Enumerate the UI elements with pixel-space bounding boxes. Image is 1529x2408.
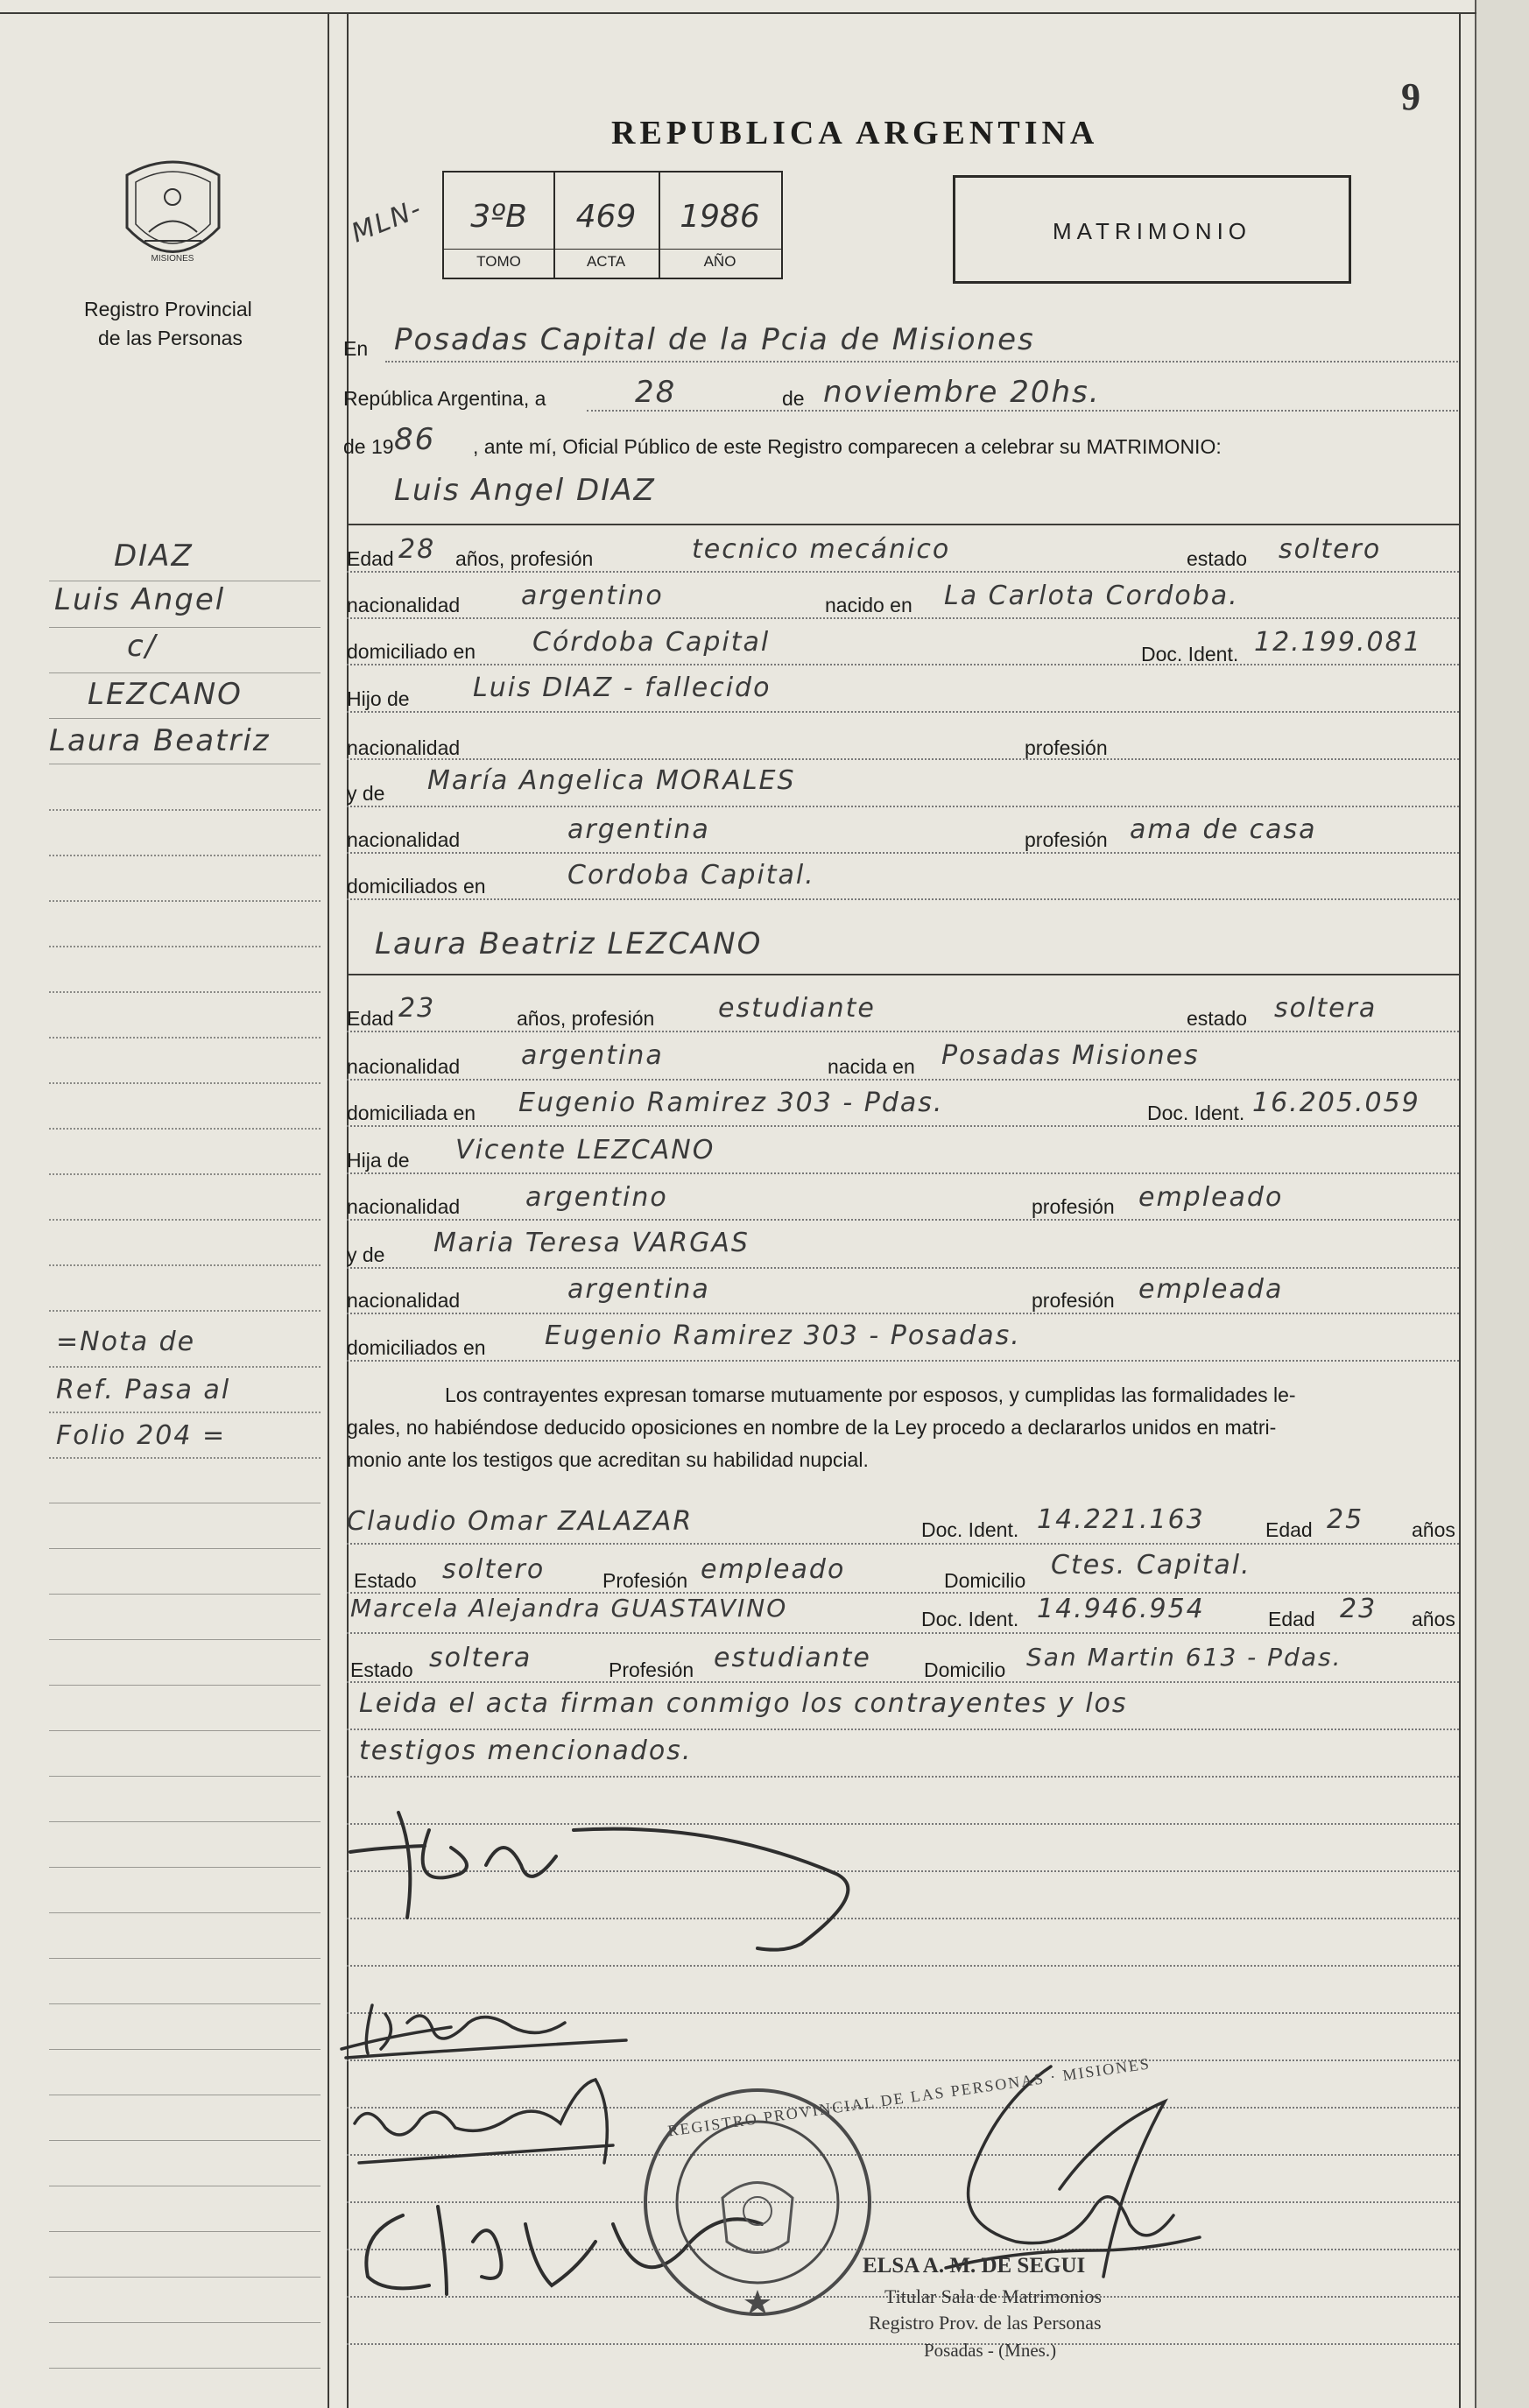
bride-estado: soltera bbox=[1274, 993, 1378, 1024]
bride-nac-label: nacionalidad bbox=[347, 1055, 461, 1078]
dotline bbox=[347, 1219, 1459, 1221]
bride-doc-label: Doc. Ident. bbox=[1147, 1102, 1245, 1124]
margin-name-surname: DIAZ bbox=[114, 539, 194, 574]
groom-doc: 12.199.081 bbox=[1254, 627, 1422, 658]
groom-doc-label: Doc. Ident. bbox=[1141, 643, 1239, 665]
ano-value: 1986 bbox=[680, 199, 760, 235]
witness1-domicilio: Ctes. Capital. bbox=[1051, 1550, 1251, 1581]
svg-text:MISIONES: MISIONES bbox=[151, 254, 194, 264]
margin-con: c/ bbox=[127, 629, 158, 664]
groom-madre-nacionalidad: argentina bbox=[567, 814, 710, 845]
bride-padres-domicilio: Eugenio Ramirez 303 - Posadas. bbox=[545, 1320, 1021, 1351]
bride-estado-label: estado bbox=[1187, 1007, 1248, 1030]
bride-madre-nacionalidad: argentina bbox=[567, 1274, 710, 1305]
dotline bbox=[347, 1125, 1459, 1127]
groom-name-rule bbox=[347, 524, 1459, 525]
bride-nacionalidad: argentina bbox=[521, 1040, 664, 1071]
bride-padre: Vicente LEZCANO bbox=[455, 1135, 715, 1165]
witness1-estado-label: Estado bbox=[354, 1569, 417, 1592]
dotline bbox=[347, 806, 1459, 807]
groom-doms-label: domiciliados en bbox=[347, 875, 486, 898]
witness1-doc-label: Doc. Ident. bbox=[921, 1518, 1019, 1541]
witness2-anos-label: años bbox=[1412, 1608, 1455, 1630]
en-label: En bbox=[343, 337, 369, 360]
page-number: 9 bbox=[1401, 75, 1420, 118]
dotline bbox=[347, 1079, 1459, 1081]
de-label: de bbox=[782, 387, 805, 410]
bride-name: Laura Beatriz LEZCANO bbox=[375, 926, 763, 961]
margin-note-line2: Ref. Pasa al bbox=[56, 1375, 231, 1405]
witness1-prof-label: Profesión bbox=[602, 1569, 688, 1592]
ano-label: AÑO bbox=[659, 249, 781, 271]
bride-padre-nacionalidad: argentino bbox=[525, 1182, 668, 1213]
margin-bride-given: Laura Beatriz bbox=[49, 723, 271, 758]
groom-estado: soltero bbox=[1279, 534, 1382, 565]
record-type-box bbox=[953, 175, 1351, 284]
bride-madre-nac-label: nacionalidad bbox=[347, 1289, 461, 1312]
groom-hijo-label: Hijo de bbox=[347, 687, 410, 710]
witness2-estado: soltera bbox=[429, 1643, 532, 1673]
witness1-profesion: empleado bbox=[701, 1554, 846, 1585]
witness1-estado: soltero bbox=[442, 1554, 546, 1585]
officer-name: ELSA A. M. DE SEGUI bbox=[863, 2254, 1086, 2278]
groom-estado-label: estado bbox=[1187, 547, 1248, 570]
margin-name-given: Luis Angel bbox=[54, 582, 226, 617]
bride-padre-profesion: empleado bbox=[1138, 1182, 1284, 1213]
groom-anos-label: años, profesión bbox=[455, 547, 594, 570]
margin-rule bbox=[328, 12, 329, 2408]
closing-line1: Leida el acta firman conmigo los contrayentes y los bbox=[359, 1688, 1128, 1719]
acta-label: ACTA bbox=[553, 249, 659, 271]
bride-doms-label: domiciliados en bbox=[347, 1336, 486, 1359]
groom-lugar-nacimiento: La Carlota Cordoba. bbox=[944, 581, 1239, 611]
bride-anos-label: años, profesión bbox=[517, 1007, 655, 1030]
witness1-edad: 25 bbox=[1327, 1504, 1364, 1535]
dotline bbox=[347, 571, 1459, 573]
declaration-line3: monio ante los testigos que acreditan su habilidad nupcial. bbox=[347, 1448, 869, 1471]
dotline bbox=[385, 361, 1458, 363]
witness2-name: Marcela Alejandra GUASTAVINO bbox=[350, 1594, 788, 1623]
witness2-domicilio: San Martin 613 - Pdas. bbox=[1026, 1643, 1342, 1672]
top-rule bbox=[0, 12, 1476, 14]
declaration-line2: gales, no habiéndose deducido oposiciones en nombre de la Ley procedo a declararlos unidos en matri- bbox=[347, 1416, 1277, 1439]
bride-madre-profesion: empleada bbox=[1138, 1274, 1284, 1305]
bride-yde-label: y de bbox=[347, 1243, 385, 1266]
dotline bbox=[347, 664, 1459, 665]
provincial-seal-icon bbox=[114, 149, 232, 276]
witness2-profesion: estudiante bbox=[714, 1643, 871, 1673]
witness2-prof-label: Profesión bbox=[609, 1658, 694, 1681]
dotline bbox=[347, 1313, 1459, 1314]
witness2-edad-label: Edad bbox=[1268, 1608, 1315, 1630]
bride-profesion: estudiante bbox=[718, 993, 876, 1024]
tomo-label: TOMO bbox=[444, 249, 553, 271]
officer-place: Posadas - (Mnes.) bbox=[924, 2340, 1057, 2361]
witness2-edad: 23 bbox=[1340, 1594, 1378, 1624]
groom-nac-label: nacionalidad bbox=[347, 594, 461, 616]
dotline bbox=[347, 1360, 1459, 1362]
place-value: Posadas Capital de la Pcia de Misiones bbox=[394, 322, 1035, 357]
dotline bbox=[347, 758, 1459, 760]
groom-edad-label: Edad bbox=[347, 547, 394, 570]
groom-madre: María Angelica MORALES bbox=[427, 765, 796, 796]
bride-lugar-nacimiento: Posadas Misiones bbox=[941, 1040, 1200, 1071]
dotline bbox=[347, 898, 1459, 900]
dotline bbox=[347, 1681, 1459, 1683]
tomo-value: 3ºB bbox=[470, 199, 527, 235]
dotline bbox=[347, 617, 1459, 619]
right-rule bbox=[1459, 12, 1461, 2408]
bride-madre: Maria Teresa VARGAS bbox=[433, 1228, 750, 1258]
witness1-doc: 14.221.163 bbox=[1037, 1504, 1205, 1535]
stamp-ring-text: REGISTRO PROVINCIAL DE LAS PERSONAS · MISIONES bbox=[666, 2054, 1152, 2140]
declaration-line1: Los contrayentes expresan tomarse mutuamente por esposos, y cumplidas las formalidades le- bbox=[445, 1384, 1296, 1406]
groom-signature bbox=[346, 1795, 906, 1961]
groom-padre: Luis DIAZ - fallecido bbox=[473, 672, 772, 703]
dotline bbox=[347, 711, 1459, 713]
groom-padre-prof-label: profesión bbox=[1025, 736, 1108, 759]
dotline bbox=[347, 1729, 1459, 1730]
bride-name-rule bbox=[347, 974, 1459, 975]
bride-dom-label: domiciliada en bbox=[347, 1102, 476, 1124]
margin-bride-surname: LEZCANO bbox=[88, 677, 243, 712]
groom-nacionalidad: argentino bbox=[521, 581, 664, 611]
dotline bbox=[347, 1632, 1459, 1634]
dotline bbox=[347, 1543, 1459, 1545]
bride-edad-label: Edad bbox=[347, 1007, 394, 1030]
groom-padres-domicilio: Cordoba Capital. bbox=[567, 860, 815, 891]
witness1-name: Claudio Omar ZALAZAR bbox=[347, 1506, 694, 1537]
groom-domicilio: Córdoba Capital bbox=[532, 627, 771, 658]
witness2-doc: 14.946.954 bbox=[1037, 1594, 1205, 1624]
closing-line2: testigos mencionados. bbox=[359, 1736, 693, 1766]
groom-edad: 28 bbox=[398, 534, 436, 565]
year-prefix: de 19 bbox=[343, 435, 394, 458]
dotline bbox=[347, 1031, 1459, 1032]
bride-signature bbox=[337, 1988, 635, 2067]
groom-madre-prof-label: profesión bbox=[1025, 828, 1108, 851]
witness1-edad-label: Edad bbox=[1265, 1518, 1313, 1541]
mln-annotation: MLN- bbox=[347, 193, 427, 250]
bride-nacida-label: nacida en bbox=[828, 1055, 915, 1078]
officer-organization: Registro Prov. de las Personas bbox=[869, 2312, 1102, 2334]
registry-name-line1: Registro Provincial bbox=[84, 298, 252, 320]
bride-padre-nac-label: nacionalidad bbox=[347, 1195, 461, 1218]
record-type-label: MATRIMONIO bbox=[1052, 218, 1252, 244]
year-value: 86 bbox=[394, 422, 436, 457]
bride-edad: 23 bbox=[398, 993, 436, 1024]
country-title: REPUBLICA ARGENTINA bbox=[611, 115, 1099, 151]
groom-profesion: tecnico mecánico bbox=[692, 534, 951, 565]
bride-doc: 16.205.059 bbox=[1252, 1088, 1420, 1118]
acta-value: 469 bbox=[575, 199, 637, 235]
witness2-doc-label: Doc. Ident. bbox=[921, 1608, 1019, 1630]
page-edge bbox=[1475, 0, 1529, 2408]
groom-dom-label: domiciliado en bbox=[347, 640, 476, 663]
day-value: 28 bbox=[635, 375, 677, 410]
witness2-estado-label: Estado bbox=[350, 1658, 413, 1681]
groom-madre-profesion: ama de casa bbox=[1130, 814, 1317, 845]
margin-note-line3: Folio 204 = bbox=[56, 1420, 227, 1451]
dotline bbox=[587, 410, 1458, 412]
dotline bbox=[347, 1267, 1459, 1269]
month-value: noviembre 20hs. bbox=[823, 375, 1101, 410]
republica-label: República Argentina, a bbox=[343, 387, 546, 410]
record-number-boxes bbox=[442, 171, 783, 279]
groom-yde-label: y de bbox=[347, 782, 385, 805]
bride-padre-prof-label: profesión bbox=[1032, 1195, 1115, 1218]
witness1-dom-label: Domicilio bbox=[944, 1569, 1026, 1592]
groom-nacido-label: nacido en bbox=[825, 594, 912, 616]
witness1-anos-label: años bbox=[1412, 1518, 1455, 1541]
dotline bbox=[347, 852, 1459, 854]
witness-signature bbox=[350, 2075, 639, 2189]
officer-title: Titular Sala de Matrimonios bbox=[884, 2285, 1102, 2307]
dotline bbox=[347, 1172, 1459, 1174]
statement-text: , ante mí, Oficial Público de este Registro comparecen a celebrar su MATRIMONIO: bbox=[473, 435, 1222, 458]
margin-note-line1: =Nota de bbox=[56, 1327, 196, 1357]
bride-hija-label: Hija de bbox=[347, 1149, 410, 1172]
groom-name: Luis Angel DIAZ bbox=[394, 473, 656, 508]
witness2-dom-label: Domicilio bbox=[924, 1658, 1006, 1681]
bride-domicilio: Eugenio Ramirez 303 - Pdas. bbox=[518, 1088, 944, 1118]
bride-madre-prof-label: profesión bbox=[1032, 1289, 1115, 1312]
groom-padre-nac-label: nacionalidad bbox=[347, 736, 461, 759]
groom-madre-nac-label: nacionalidad bbox=[347, 828, 461, 851]
registry-name-line2: de las Personas bbox=[98, 327, 243, 349]
